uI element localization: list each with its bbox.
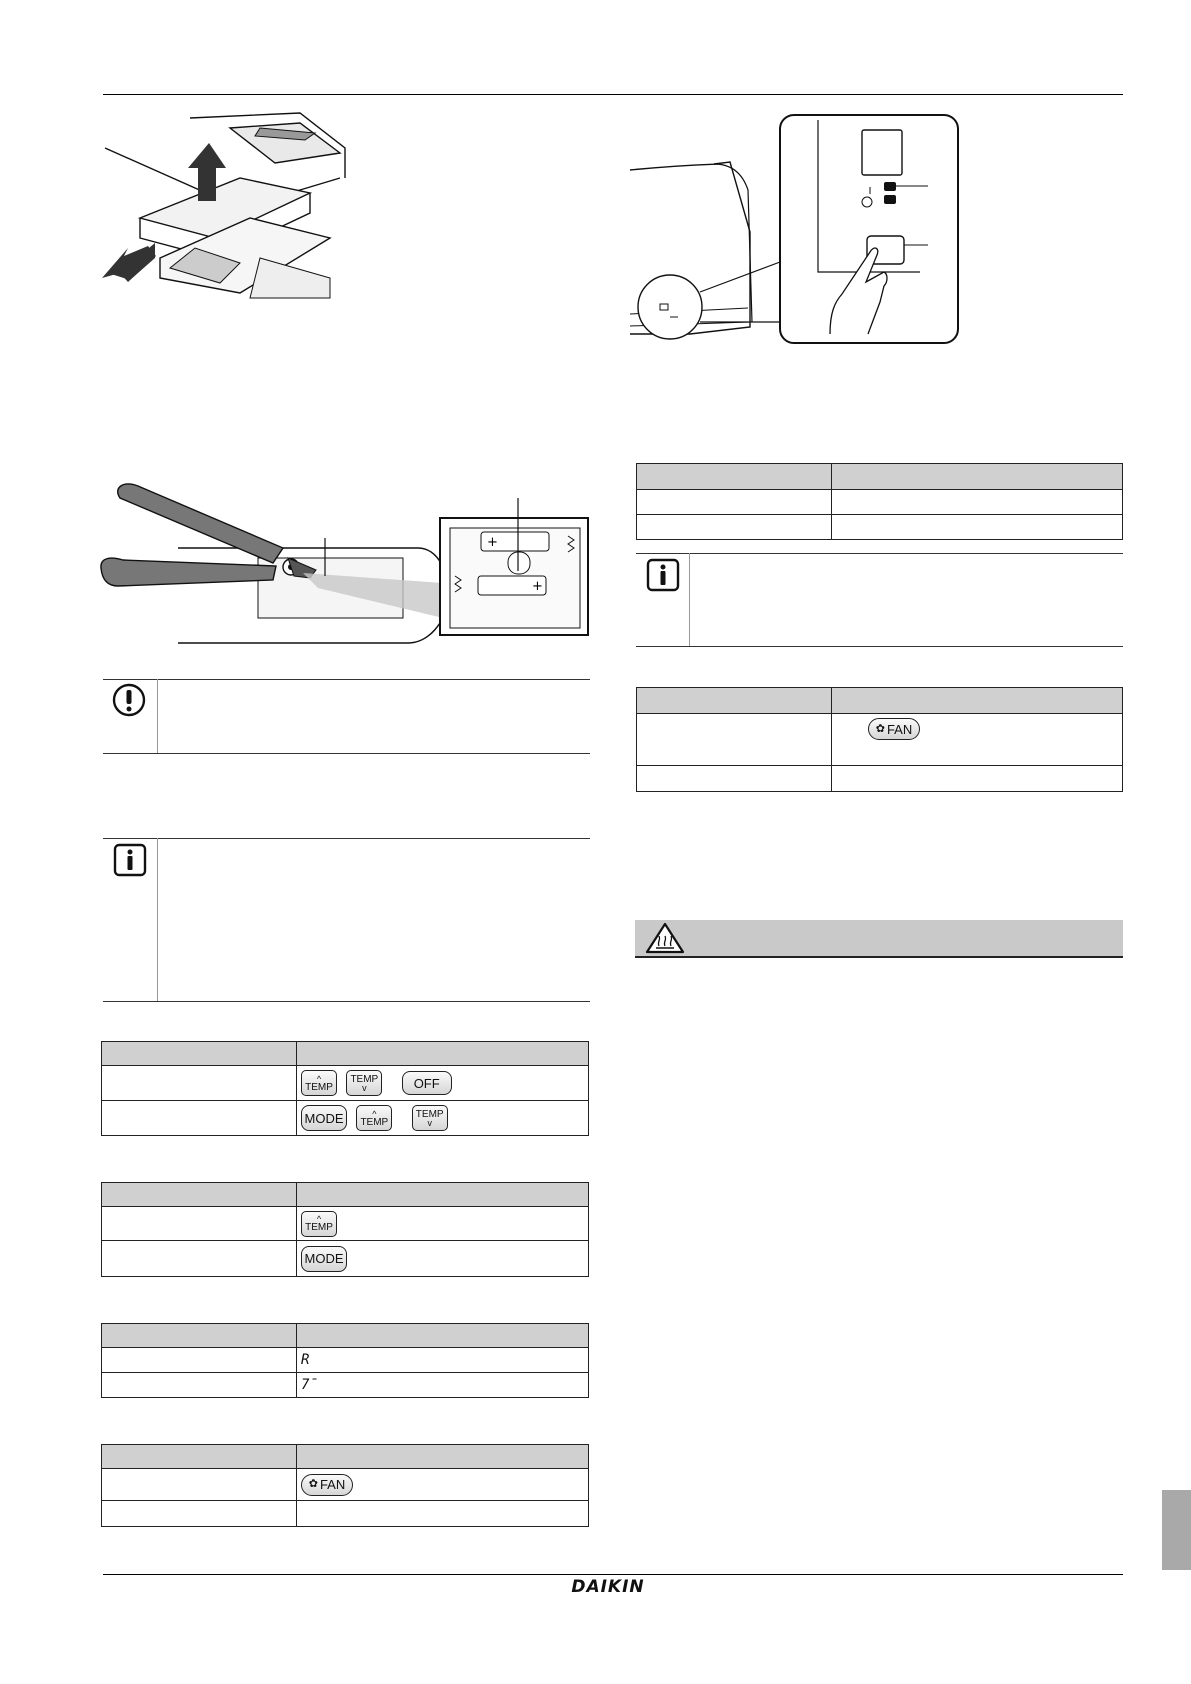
info-icon xyxy=(113,843,147,877)
fan-key[interactable]: ✿ FAN xyxy=(868,718,920,740)
table-l4 xyxy=(101,1444,589,1527)
info-right-bottom-rule xyxy=(636,646,1123,647)
svg-text:+: + xyxy=(532,579,543,594)
segment-display-glyph: 7¯ xyxy=(301,1377,318,1393)
temp-up-key[interactable]: ^ TEMP xyxy=(301,1211,337,1237)
table-cell xyxy=(637,490,832,515)
table-cell xyxy=(102,1373,297,1398)
table-header-cell xyxy=(102,1183,297,1207)
table-header-cell xyxy=(297,1042,589,1066)
fan-key[interactable]: ✿ FAN xyxy=(301,1474,353,1496)
table-header-cell xyxy=(637,464,832,490)
table-cell xyxy=(832,766,1123,792)
svg-text:+: + xyxy=(487,535,498,550)
table-cell xyxy=(832,714,1123,766)
table-l2 xyxy=(101,1182,589,1277)
figure-panel-indicator-button xyxy=(630,112,970,347)
info-right-top-rule xyxy=(636,553,1123,554)
table-header-cell xyxy=(297,1324,589,1348)
info-icon xyxy=(646,558,680,592)
table-cell xyxy=(102,1469,297,1501)
table-r1 xyxy=(636,463,1123,540)
table-cell xyxy=(637,515,832,540)
notice-bottom-rule xyxy=(103,753,590,754)
table-cell xyxy=(297,1501,589,1527)
table-cell xyxy=(102,1101,297,1136)
brand-logo: DAIKIN xyxy=(571,1577,645,1597)
table-cell xyxy=(832,515,1123,540)
table-header-cell xyxy=(832,688,1123,714)
figure-panel-battery xyxy=(98,478,596,653)
info-divider xyxy=(157,838,158,1001)
hot-surface-warning-icon xyxy=(645,922,685,954)
mode-key[interactable]: MODE xyxy=(301,1246,347,1272)
table-header-cell xyxy=(297,1445,589,1469)
info-top-rule xyxy=(103,838,590,839)
table-cell xyxy=(297,1066,589,1101)
table-cell xyxy=(102,1501,297,1527)
fan-icon: ✿ xyxy=(308,1478,318,1490)
exclamation-icon xyxy=(112,683,146,717)
table-cell xyxy=(297,1241,589,1277)
temp-down-key[interactable]: TEMP v xyxy=(346,1070,382,1096)
mode-key[interactable]: MODE xyxy=(301,1105,347,1131)
table-header-cell xyxy=(637,688,832,714)
table-cell xyxy=(297,1207,589,1241)
header-rule xyxy=(103,94,1123,95)
info-right-divider xyxy=(689,553,690,646)
table-cell xyxy=(637,766,832,792)
table-cell xyxy=(102,1348,297,1373)
table-r2 xyxy=(636,687,1123,792)
off-key[interactable]: OFF xyxy=(402,1071,452,1095)
hot-surface-warning-bar xyxy=(635,920,1123,958)
table-cell xyxy=(297,1101,589,1136)
table-l3 xyxy=(101,1323,589,1398)
fan-icon: ✿ xyxy=(875,722,885,735)
segment-display-glyph: R xyxy=(301,1352,310,1368)
table-header-cell xyxy=(832,464,1123,490)
temp-down-key[interactable]: TEMP v xyxy=(412,1105,448,1131)
table-l1 xyxy=(101,1041,589,1136)
table-cell xyxy=(297,1348,589,1373)
table-cell xyxy=(102,1066,297,1101)
temp-up-key[interactable]: ^ TEMP xyxy=(356,1105,392,1131)
table-cell xyxy=(637,714,832,766)
table-header-cell xyxy=(102,1445,297,1469)
page-side-tab xyxy=(1162,1490,1191,1570)
temp-up-key[interactable]: ^ TEMP xyxy=(301,1070,337,1096)
table-cell xyxy=(102,1207,297,1241)
table-cell xyxy=(297,1373,589,1398)
info-bottom-rule xyxy=(103,1001,590,1002)
table-cell xyxy=(297,1469,589,1501)
table-cell xyxy=(102,1241,297,1277)
notice-top-rule xyxy=(103,679,590,680)
figure-panel-removal xyxy=(100,108,350,318)
table-header-cell xyxy=(102,1042,297,1066)
table-header-cell xyxy=(297,1183,589,1207)
notice-divider xyxy=(157,679,158,753)
footer-rule xyxy=(103,1574,1123,1575)
table-header-cell xyxy=(102,1324,297,1348)
table-cell xyxy=(832,490,1123,515)
